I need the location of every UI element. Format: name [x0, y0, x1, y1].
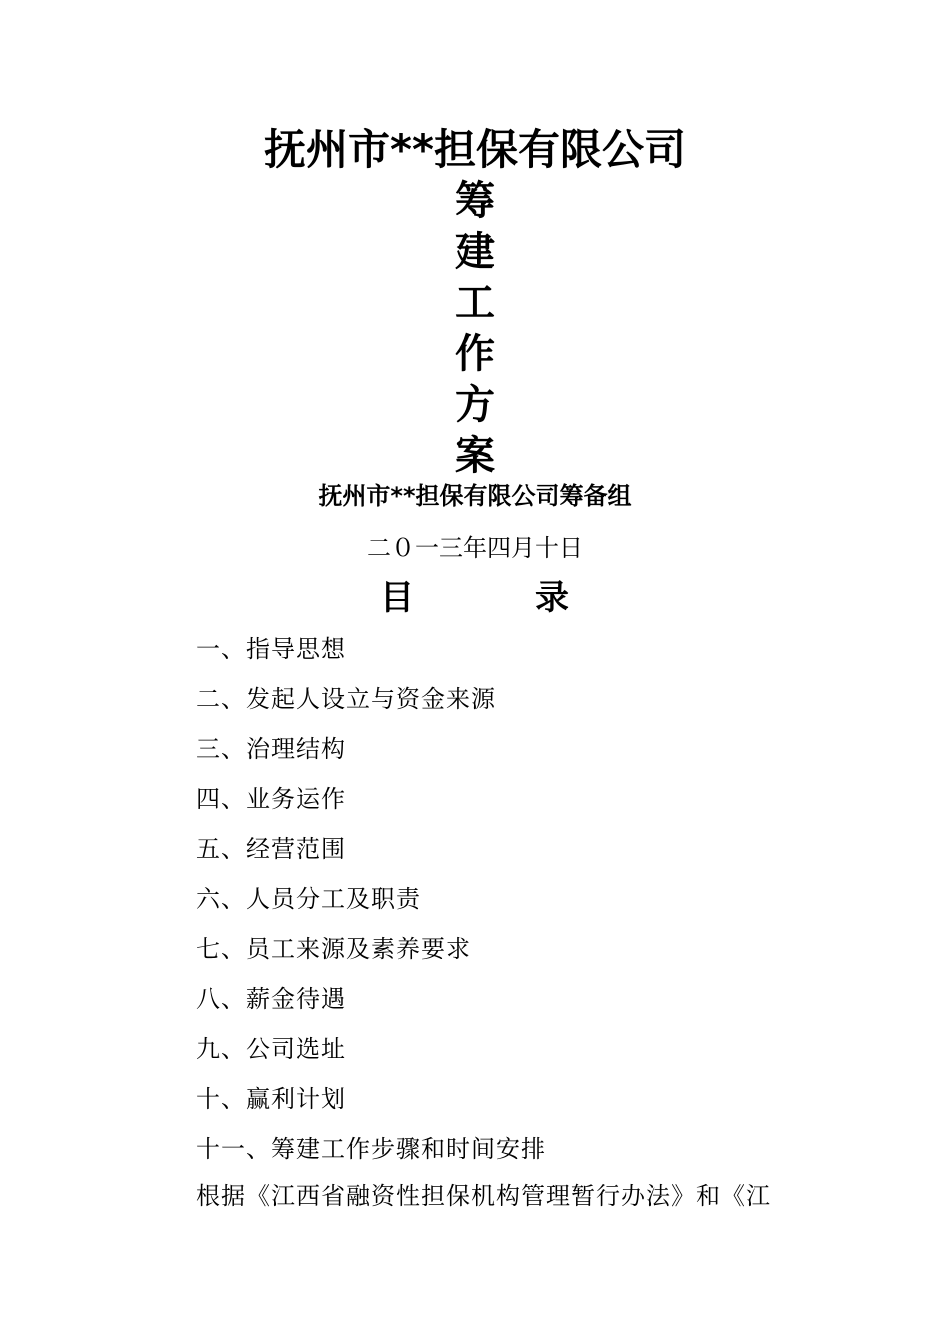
- toc-item: 七、员工来源及素养要求: [196, 935, 471, 963]
- subtitle-char: 作: [455, 331, 495, 377]
- toc-item: 三、治理结构: [196, 735, 346, 763]
- toc-item: 十、赢利计划: [196, 1085, 346, 1113]
- toc-heading-char: 目: [380, 578, 414, 618]
- toc-item: 六、人员分工及职责: [196, 885, 421, 913]
- body-paragraph: 根据《江西省融资性担保机构管理暂行办法》和《江: [196, 1182, 771, 1210]
- toc-item: 四、业务运作: [196, 785, 346, 813]
- toc-heading-char: 录: [535, 578, 569, 618]
- subtitle-char: 工: [455, 280, 495, 326]
- subtitle-char: 案: [455, 433, 495, 479]
- subtitle-char: 筹: [455, 178, 495, 224]
- document-subtitle-vertical: [0, 176, 950, 482]
- toc-item: 一、指导思想: [196, 635, 346, 663]
- toc-item: 二、发起人设立与资金来源: [196, 685, 496, 713]
- toc-heading: [0, 572, 950, 624]
- document-date: 二０一三年四月十日: [367, 534, 583, 562]
- document-title: 抚州市**担保有限公司: [264, 125, 686, 174]
- toc-item: 十一、筹建工作步骤和时间安排: [196, 1135, 546, 1163]
- toc-item: 五、经营范围: [196, 835, 346, 863]
- organization-name: 抚州市**担保有限公司筹备组: [318, 482, 632, 510]
- subtitle-char: 建: [455, 229, 495, 275]
- toc-item: 八、薪金待遇: [196, 985, 346, 1013]
- subtitle-char: 方: [455, 382, 495, 428]
- toc-item: 九、公司选址: [196, 1035, 346, 1063]
- table-of-contents: [196, 624, 836, 1174]
